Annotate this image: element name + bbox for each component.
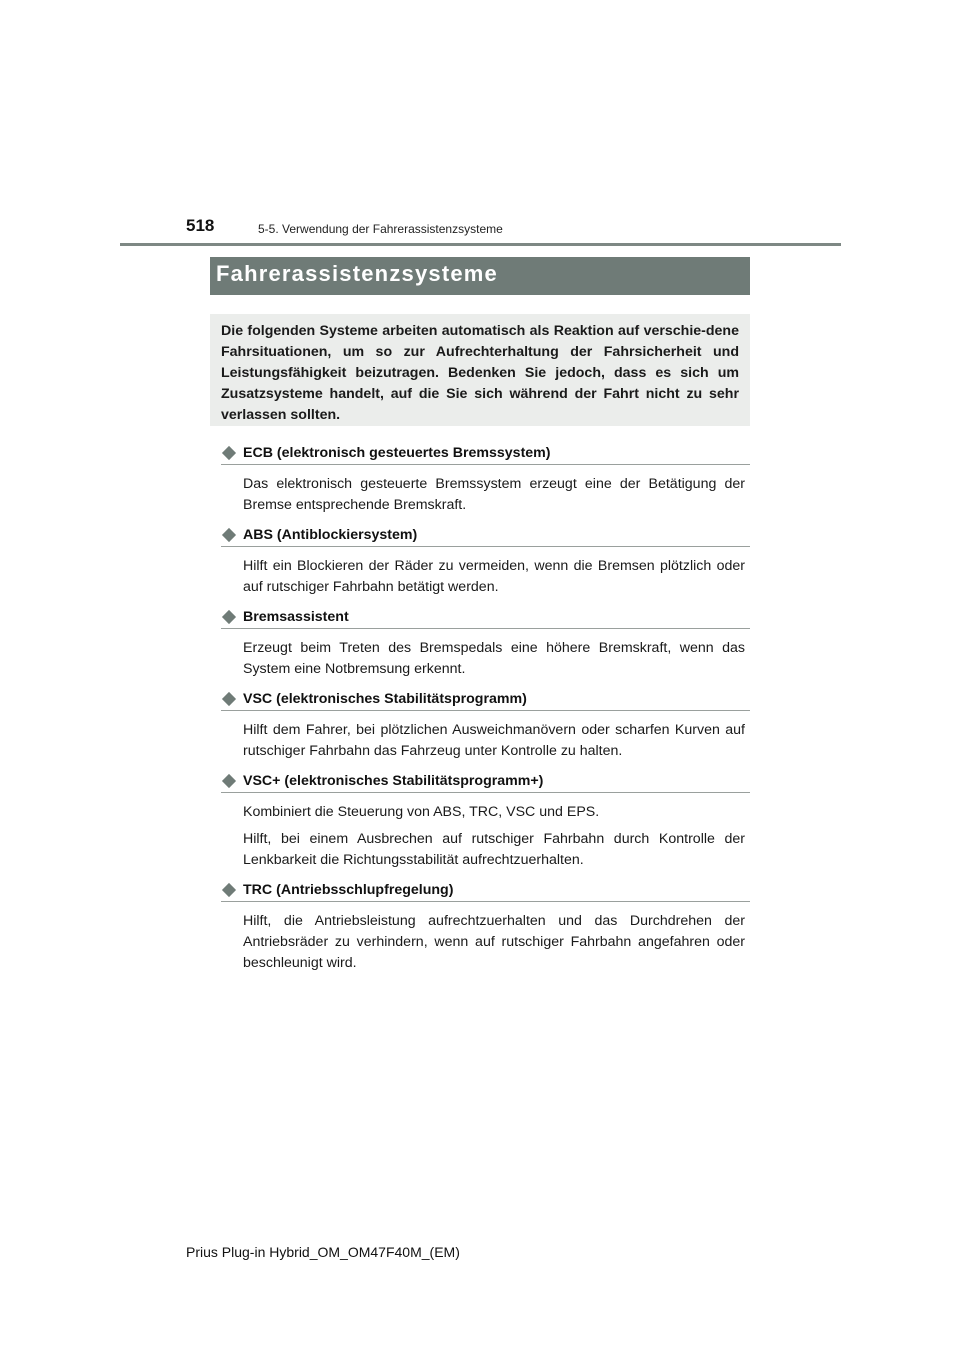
section-list [221, 442, 750, 982]
section-title: ABS (Antiblockiersystem) [243, 527, 418, 543]
header-rule [120, 243, 841, 246]
diamond-bullet-icon [222, 692, 236, 706]
section-trc [221, 879, 750, 974]
intro-box [210, 314, 750, 426]
section-heading [221, 524, 750, 547]
diamond-bullet-icon [222, 446, 236, 460]
section-heading [221, 606, 750, 629]
section-title: ECB (elektronisch gesteuertes Bremssystem) [243, 445, 551, 461]
section-title: Bremsassistent [243, 609, 349, 625]
footer-document-id: Prius Plug-in Hybrid_OM_OM47F40M_(EM) [186, 1244, 460, 1260]
section-title: VSC+ (elektronisches Stabilitätsprogramm+) [243, 773, 544, 789]
section-vsc [221, 688, 750, 762]
section-paragraph: Kombiniert die Steuerung von ABS, TRC, VSC und EPS. [243, 804, 600, 820]
section-heading [221, 442, 750, 465]
section-heading [221, 879, 750, 902]
title-bar [210, 257, 750, 295]
section-paragraph: Hilft, bei einem Ausbrechen auf rutschiger Fahrbahn durch Kontrolle der Lenkbarkeit die Richtungsstabilität aufrechtzuerhalten. [243, 831, 745, 868]
diamond-bullet-icon [222, 774, 236, 788]
section-label: 5-5. Verwendung der Fahrerassistenzsysteme [258, 222, 503, 236]
section-paragraph: Hilft dem Fahrer, bei plötzlichen Ausweichmanövern oder scharfen Kurven auf rutschiger Fahrbahn das Fahrzeug unter Kontrolle zu halten. [243, 722, 745, 759]
section-title: TRC (Antriebsschlupfregelung) [243, 882, 454, 898]
section-abs [221, 524, 750, 598]
section-paragraph: Das elektronisch gesteuerte Bremssystem erzeugt eine der Betätigung der Bremse entsprechende Bremskraft. [243, 476, 745, 513]
section-title: VSC (elektronisches Stabilitätsprogramm) [243, 691, 527, 707]
section-heading [221, 688, 750, 711]
page-number: 518 [186, 216, 215, 235]
diamond-bullet-icon [222, 883, 236, 897]
section-bremsassistent [221, 606, 750, 680]
section-paragraph: Erzeugt beim Treten des Bremspedals eine höhere Bremskraft, wenn das System eine Notbremsung erkennt. [243, 640, 745, 677]
section-heading [221, 770, 750, 793]
diamond-bullet-icon [222, 610, 236, 624]
section-paragraph: Hilft, die Antriebsleistung aufrechtzuerhalten und das Durchdrehen der Antriebsräder zu verhindern, wenn auf rutschiger Fahrbahn angefahren oder beschleunigt wird. [243, 913, 745, 971]
section-vsc-plus [221, 770, 750, 871]
section-paragraph: Hilft ein Blockieren der Räder zu vermeiden, wenn die Bremsen plötzlich oder auf rutschiger Fahrbahn betätigt werden. [243, 558, 745, 595]
page-title: Fahrerassistenzsysteme [216, 261, 498, 286]
section-ecb [221, 442, 750, 516]
intro-text: Die folgenden Systeme arbeiten automatisch als Reaktion auf verschie-dene Fahrsituationen, um so zur Aufrechterhaltung der Fahrsicherheit und Leistungsfähigkeit beizutragen. Bedenken Sie jedoch, dass es sich um Zusatzsysteme handelt, auf die Sie sich während der Fahrt nicht zu sehr verlassen sollten. [221, 323, 739, 424]
diamond-bullet-icon [222, 528, 236, 542]
